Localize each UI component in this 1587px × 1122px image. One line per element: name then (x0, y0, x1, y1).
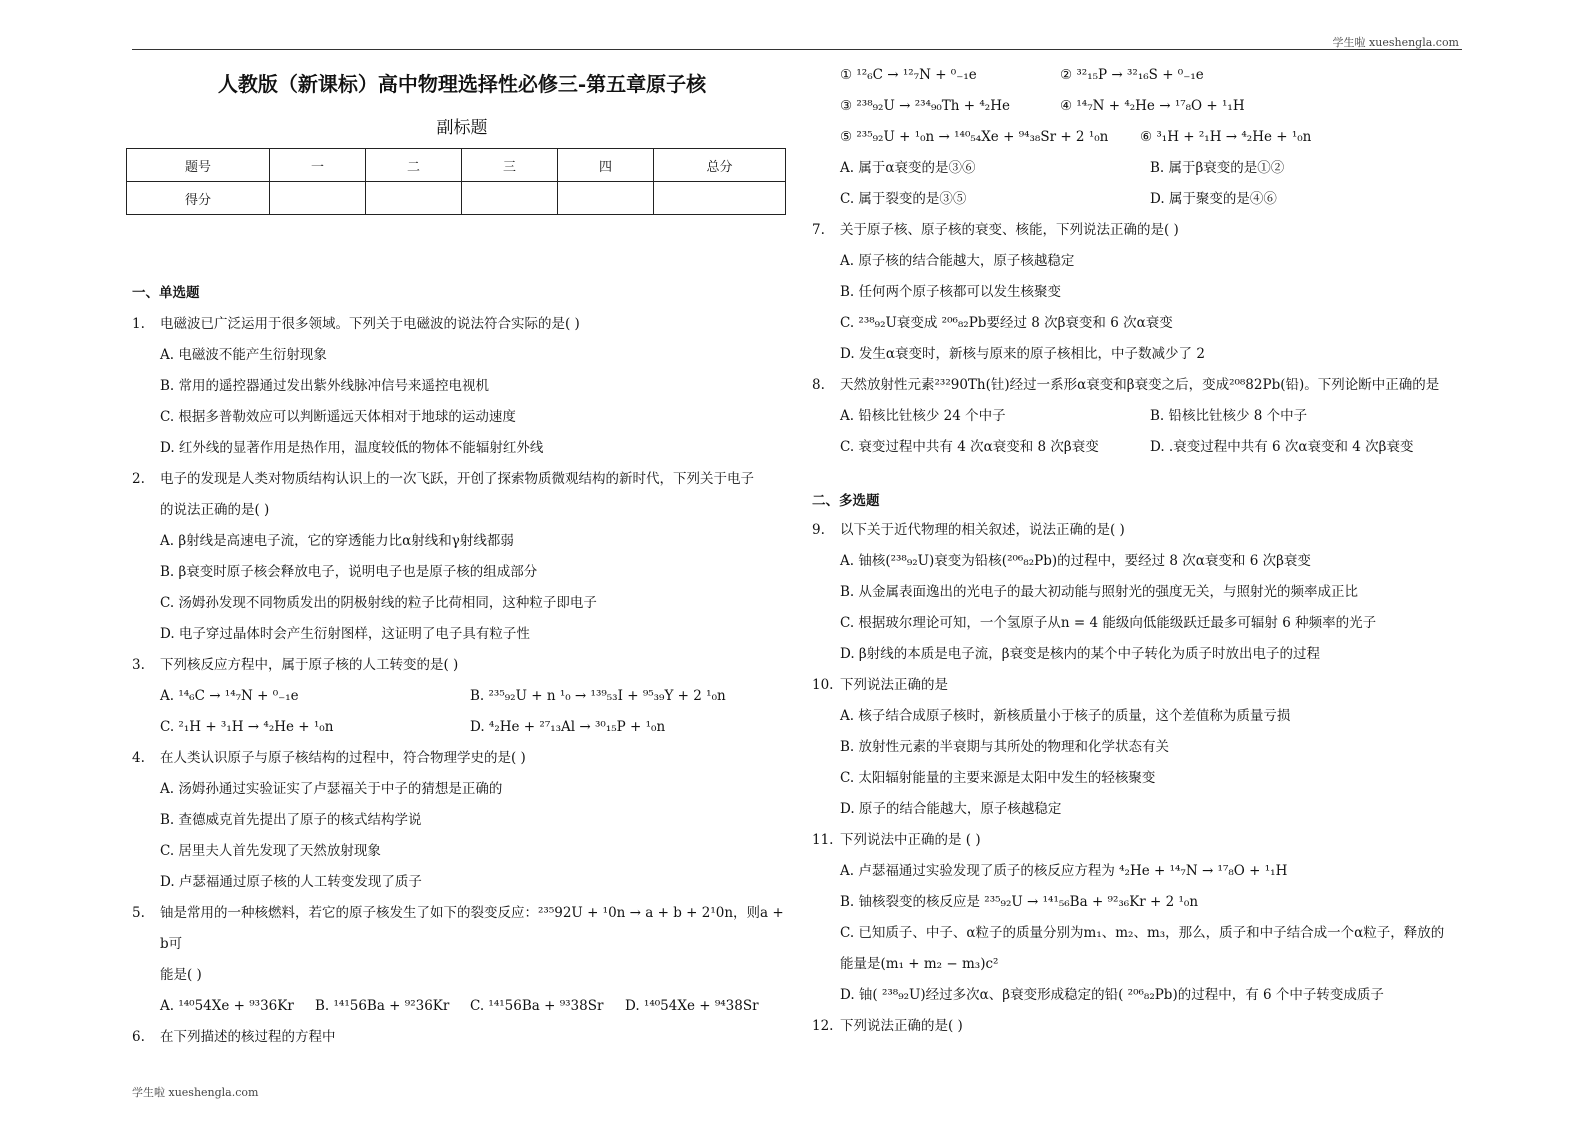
option-row (132, 991, 792, 1022)
question-number: 4. (132, 750, 145, 766)
option-b[interactable]: B. 常用的遥控器通过发出紫外线脉冲信号来遥控电视机 (160, 378, 490, 394)
equation: ① ¹²₆C → ¹²₇N + ⁰₋₁e (840, 67, 977, 83)
option-a[interactable]: A. 铀核(²³⁸₉₂U)衰变为铅核(²⁰⁶₈₂Pb)的过程中，要经过 8 次α衰变和 6 次β衰变 (840, 553, 1311, 569)
score-header-cell: 一 (270, 149, 366, 182)
question-text: 下列核反应方程中，属于原子核的人工转变的是( ) (160, 657, 459, 673)
option-b[interactable]: B. ¹⁴¹56Ba + ⁹²36Kr (315, 998, 450, 1014)
question-number: 9. (812, 522, 825, 538)
question-text: 下列说法正确的是( ) (840, 1018, 963, 1034)
option-b[interactable]: B. 从金属表面逸出的光电子的最大初动能与照射光的强度无关，与照射光的频率成正比 (840, 584, 1359, 600)
score-header-cell: 四 (558, 149, 654, 182)
section-heading: 一、单选题 (132, 285, 200, 301)
option-a[interactable]: A. 铅核比钍核少 24 个中子 (840, 408, 1006, 424)
option-d[interactable]: D. ¹⁴⁰54Xe + ⁹⁴38Sr (625, 998, 759, 1014)
question-1 (132, 309, 792, 340)
question-text-cont: 能是( ) (160, 967, 202, 983)
option-d[interactable]: D. β射线的本质是电子流，β衰变是核内的某个中子转化为质子时放出电子的过程 (840, 646, 1321, 662)
option-b[interactable]: B. 铀核裂变的核反应是 ²³⁵₉₂U → ¹⁴¹₅₆Ba + ⁹²₃₆Kr + 2 ¹₀n (840, 894, 1199, 910)
option-a[interactable]: A. 电磁波不能产生衍射现象 (160, 347, 327, 363)
question-4 (132, 743, 792, 774)
score-header-cell: 二 (366, 149, 462, 182)
question-text: 关于原子核、原子核的衰变、核能，下列说法正确的是( ) (840, 222, 1179, 238)
question-9 (812, 515, 1472, 546)
option-b[interactable]: B. β衰变时原子核会释放电子，说明电子也是原子核的组成部分 (160, 564, 538, 580)
option-row (812, 153, 1472, 184)
question-number: 2. (132, 471, 145, 487)
option-d[interactable]: D. ⁴₂He + ²⁷₁₃Al → ³⁰₁₅P + ¹₀n (470, 719, 666, 735)
question-number: 12. (812, 1018, 834, 1034)
option-a[interactable]: A. ¹⁴⁰54Xe + ⁹³36Kr (160, 998, 294, 1014)
score-cell[interactable] (270, 182, 366, 215)
page-title: 人教版（新课标）高中物理选择性必修三-第五章原子核 (217, 72, 707, 96)
question-8 (812, 370, 1472, 401)
option-row (812, 184, 1472, 215)
question-number: 10. (812, 677, 834, 693)
question-number: 6. (132, 1029, 145, 1045)
question-text: 电子的发现是人类对物质结构认识上的一次飞跃，开创了探索物质微观结构的新时代，下列关于电子 (160, 471, 754, 487)
question-5 (132, 898, 792, 960)
question-number: 1. (132, 316, 145, 332)
equation: ③ ²³⁸₉₂U → ²³⁴₉₀Th + ⁴₂He (840, 98, 1010, 114)
option-c[interactable]: C. ²³⁸₉₂U衰变成 ²⁰⁶₈₂Pb要经过 8 次β衰变和 6 次α衰变 (840, 315, 1173, 331)
option-d[interactable]: D. 发生α衰变时，新核与原来的原子核相比，中子数减少了 2 (840, 346, 1205, 362)
option-d[interactable]: D. 红外线的显著作用是热作用，温度较低的物体不能辐射红外线 (160, 440, 544, 456)
footer-site: 学生啦 xueshengla.com (132, 1086, 259, 1099)
question-6 (132, 1022, 792, 1053)
option-a[interactable]: A. 原子核的结合能越大，原子核越稳定 (840, 253, 1075, 269)
option-a[interactable]: A. 汤姆孙通过实验证实了卢瑟福关于中子的猜想是正确的 (160, 781, 503, 797)
question-text: 电磁波已广泛运用于很多领域。下列关于电磁波的说法符合实际的是( ) (160, 316, 580, 332)
option-c[interactable]: C. ¹⁴¹56Ba + ⁹³38Sr (470, 998, 604, 1014)
question-11 (812, 825, 1472, 856)
option-d[interactable]: D. .衰变过程中共有 6 次α衰变和 4 次β衰变 (1150, 439, 1414, 455)
question-text: 铀是常用的一种核燃料，若它的原子核发生了如下的裂变反应：²³⁵92U + ¹0n → a + b + 2¹0n，则a + b可 (160, 905, 784, 952)
option-c[interactable]: C. 汤姆孙发现不同物质发出的阴极射线的粒子比荷相同，这种粒子即电子 (160, 595, 597, 611)
question-2 (132, 464, 792, 495)
option-a[interactable]: A. 核子结合成原子核时，新核质量小于核子的质量，这个差值称为质量亏损 (840, 708, 1291, 724)
option-c[interactable]: C. 居里夫人首先发现了天然放射现象 (160, 843, 381, 859)
score-cell[interactable] (462, 182, 558, 215)
option-a[interactable]: A. 属于α衰变的是③⑥ (840, 160, 976, 176)
option-b[interactable]: B. 任何两个原子核都可以发生核聚变 (840, 284, 1062, 300)
header-site: 学生啦 xueshengla.com (1332, 36, 1459, 49)
question-text: 在人类认识原子与原子核结构的过程中，符合物理学史的是( ) (160, 750, 526, 766)
option-a[interactable]: A. β射线是高速电子流，它的穿透能力比α射线和γ射线都弱 (160, 533, 514, 549)
question-number: 11. (812, 832, 834, 848)
equation-row (812, 122, 1472, 153)
equation: ② ³²₁₅P → ³²₁₆S + ⁰₋₁e (1060, 67, 1204, 83)
option-b[interactable]: B. ²³⁵₉₂U + n ¹₀ → ¹³⁹₅₃I + ⁹⁵₃₉Y + 2 ¹₀n (470, 688, 726, 704)
left-column (132, 60, 792, 1053)
option-c[interactable]: C. ²₁H + ³₁H → ⁴₂He + ¹₀n (160, 719, 334, 735)
option-d[interactable]: D. 属于聚变的是④⑥ (1150, 191, 1277, 207)
equation-row (812, 60, 1472, 91)
option-b[interactable]: B. 查德威克首先提出了原子的核式结构学说 (160, 812, 422, 828)
score-table (126, 148, 786, 215)
equation-row (812, 91, 1472, 122)
score-header-cell: 总分 (654, 149, 786, 182)
option-d[interactable]: D. 原子的结合能越大，原子核越稳定 (840, 801, 1062, 817)
question-text: 以下关于近代物理的相关叙述，说法正确的是( ) (840, 522, 1125, 538)
option-a[interactable]: A. ¹⁴₆C → ¹⁴₇N + ⁰₋₁e (160, 688, 299, 704)
question-number: 8. (812, 377, 825, 393)
question-12 (812, 1011, 1472, 1042)
option-c[interactable]: C. 衰变过程中共有 4 次α衰变和 8 次β衰变 (840, 439, 1099, 455)
option-row (812, 432, 1472, 463)
equation: ⑤ ²³⁵₉₂U + ¹₀n → ¹⁴⁰₅₄Xe + ⁹⁴₃₈Sr + 2 ¹₀n (840, 129, 1109, 145)
option-c[interactable]: C. 属于裂变的是③⑤ (840, 191, 967, 207)
option-c[interactable]: C. 根据多普勒效应可以判断遥远天体相对于地球的运动速度 (160, 409, 516, 425)
option-row (132, 712, 792, 743)
question-3 (132, 650, 792, 681)
score-cell[interactable] (654, 182, 786, 215)
score-cell[interactable] (366, 182, 462, 215)
question-7 (812, 215, 1472, 246)
score-row-label: 得分 (127, 182, 270, 215)
option-c[interactable]: C. 根据玻尔理论可知，一个氢原子从n = 4 能级向低能级跃迁最多可辐射 6 种频率的光子 (840, 615, 1377, 631)
equation: ④ ¹⁴₇N + ⁴₂He → ¹⁷₈O + ¹₁H (1060, 98, 1245, 114)
option-c[interactable]: C. 已知质子、中子、α粒子的质量分别为m₁、m₂、m₃，那么，质子和中子结合成一个α粒子，释放的 (840, 925, 1445, 941)
option-row (132, 681, 792, 712)
score-header-cell: 三 (462, 149, 558, 182)
section-heading: 二、多选题 (812, 493, 880, 509)
right-column (812, 60, 1472, 1042)
question-text: 下列说法正确的是 (840, 677, 948, 693)
question-text-cont: 的说法正确的是( ) (160, 502, 270, 518)
option-d[interactable]: D. 电子穿过晶体时会产生衍射图样，这证明了电子具有粒子性 (160, 626, 530, 642)
option-b[interactable]: B. 放射性元素的半衰期与其所处的物理和化学状态有关 (840, 739, 1170, 755)
option-d[interactable]: D. 卢瑟福通过原子核的人工转变发现了质子 (160, 874, 422, 890)
option-c-cont: 能量是(m₁ + m₂ − m₃)c² (840, 956, 999, 972)
option-c[interactable]: C. 太阳辐射能量的主要来源是太阳中发生的轻核聚变 (840, 770, 1156, 786)
question-number: 7. (812, 222, 825, 238)
score-header-cell: 题号 (127, 149, 270, 182)
option-b[interactable]: B. 铅核比钍核少 8 个中子 (1150, 408, 1308, 424)
option-d[interactable]: D. 铀( ²³⁸₉₂U)经过多次α、β衰变形成稳定的铅( ²⁰⁶₈₂Pb)的过程中，有 6 个中子转变成质子 (840, 987, 1384, 1003)
question-10 (812, 670, 1472, 701)
question-number: 5. (132, 905, 145, 921)
header-rule (132, 49, 1462, 50)
question-text: 在下列描述的核过程的方程中 (160, 1029, 336, 1045)
option-a[interactable]: A. 卢瑟福通过实验发现了质子的核反应方程为 ⁴₂He + ¹⁴₇N → ¹⁷₈O + ¹₁H (840, 863, 1288, 879)
score-cell[interactable] (558, 182, 654, 215)
option-row (812, 401, 1472, 432)
option-b[interactable]: B. 属于β衰变的是①② (1150, 160, 1285, 176)
page-subtitle: 副标题 (436, 118, 488, 138)
question-number: 3. (132, 657, 145, 673)
equation: ⑥ ³₁H + ²₁H → ⁴₂He + ¹₀n (1140, 129, 1312, 145)
question-text: 天然放射性元素²³²90Th(钍)经过一系形α衰变和β衰变之后，变成²⁰⁸82Pb(铅)。下列论断中正确的是 (840, 377, 1440, 393)
question-text: 下列说法中正确的是 ( ) (840, 832, 981, 848)
